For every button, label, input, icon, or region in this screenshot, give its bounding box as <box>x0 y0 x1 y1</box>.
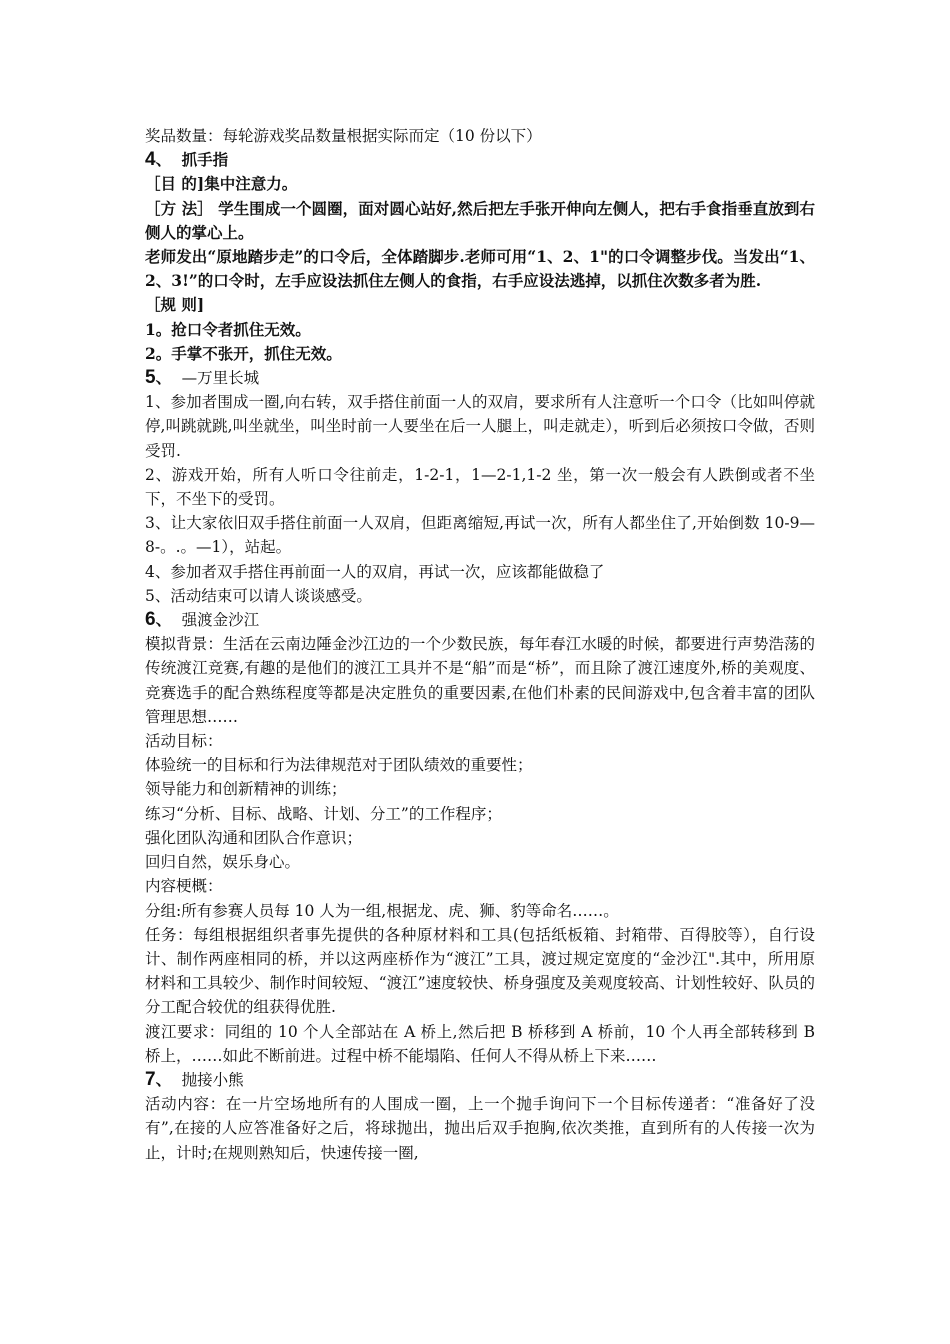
step-paragraph: 2、游戏开始，所有人听口令往前走，1-2-1，1—2-1,1-2 坐，第一次一般会有人跌倒或者不坐下，不坐下的受罚。 <box>145 465 815 509</box>
activity-content-paragraph: 活动内容：在一片空场地所有的人围成一圈，上一个抛手询问下一个目标传递者：“准备好了没有”,在接的人应答准备好之后，将球抛出，抛出后双手抱胸,依次类推，直到所有的人传接一次为止，计时;在规则熟知后，快速传接一圈, <box>145 1095 815 1162</box>
section-number: 5 <box>145 367 156 389</box>
section-number: 4 <box>145 149 156 171</box>
step-paragraph: 3、让大家依旧双手搭住前面一人双肩，但距离缩短,再试一次，所有人都坐住了,开始倒数 10-9—8-。.。—1），站起。 <box>145 514 815 557</box>
goal-line: ［目 的]集中注意力。 <box>145 174 298 194</box>
section-separator: 、 <box>155 368 172 388</box>
section-separator: 、 <box>155 610 172 630</box>
grouping-line: 分组:所有参赛人员每 10 人为一组,根据龙、虎、狮、豹等命名……。 <box>145 901 619 920</box>
section-number: 7 <box>145 1068 156 1090</box>
goals-heading: 活动目标： <box>145 732 223 751</box>
document-page <box>145 124 815 1165</box>
method-paragraph: ［方 法］ 学生围成一个圆圈，面对圆心站好,然后把左手张开伸向左侧人，把右手食指垂直放到右侧人的掌心上。 <box>145 198 815 242</box>
section-7-heading <box>145 1068 815 1092</box>
step-paragraph: 5、活动结束可以请人谈谈感受。 <box>145 586 372 605</box>
prize-count-line: 奖品数量：每轮游戏奖品数量根据实际而定（10 份以下） <box>145 127 542 145</box>
section-title: 抛接小熊 <box>181 1070 244 1089</box>
section-6-heading <box>145 608 815 632</box>
rule-item: 2。手掌不张开，抓住无效。 <box>145 343 342 363</box>
rule-item: 1。抢口令者抓住无效。 <box>145 319 311 339</box>
goal-item: 强化团队沟通和团队合作意识； <box>145 828 363 847</box>
goal-item: 回归自然，娱乐身心。 <box>145 853 301 872</box>
goal-item: 领导能力和创新精神的训练； <box>145 780 347 799</box>
step-paragraph: 1、参加者围成一圈,向右转，双手搭住前面一人的双肩，要求所有人注意听一个口令（比如叫停就停,叫跳就跳,叫坐就坐，叫坐时前一人要坐在后一人腿上，叫走就走），听到后必须按口令做，否则受罚. <box>145 393 815 460</box>
rules-heading: ［规 则] <box>145 295 205 315</box>
content-heading: 内容梗概： <box>145 877 223 896</box>
task-paragraph: 任务：每组根据组织者事先提供的各种原材料和工具(包括纸板箱、封箱带、百得胶等），自行设计、制作两座相同的桥，并以这两座桥作为“渡江”工具，渡过规定宽度的“金沙江".其中，所用原材料和工具较少、制作时间较短、“渡江”速度较快、桥身强度及美观度较高、计划性较好、队员的分工配合较优的组获得优胜. <box>145 925 815 1017</box>
goal-item: 练习“分析、目标、战略、计划、分工”的工作程序； <box>145 804 502 823</box>
section-5-heading <box>145 366 815 390</box>
section-4-heading <box>145 148 815 172</box>
method-paragraph-2: 老师发出“原地踏步走”的口令后，全体踏脚步.老师可用“1、2、1"的口令调整步伐。当发出“1、2、3!”的口令时，左手应设法抓住左侧人的食指，右手应设法逃掉，以抓住次数多者为胜. <box>145 247 815 291</box>
background-paragraph: 模拟背景：生活在云南边陲金沙江边的一个少数民族，每年春江水暖的时候，都要进行声势浩荡的传统渡江竞赛,有趣的是他们的渡江工具并不是“船”而是“桥”，而且除了渡江速度外,桥的美观度、竞赛选手的配合熟练程度等都是决定胜负的重要因素,在他们朴素的民间游戏中,包含着丰富的团队管理思想…… <box>145 635 815 726</box>
section-title: 强渡金沙江 <box>181 611 260 630</box>
crossing-paragraph: 渡江要求：同组的 10 个人全部站在 A 桥上,然后把 B 桥移到 A 桥前，10 个人再全部转移到 B 桥上，……如此不断前进。过程中桥不能塌陷、任何人不得从桥上下来…… <box>145 1022 815 1065</box>
goal-item: 体验统一的目标和行为法律规范对于团队绩效的重要性； <box>145 756 533 775</box>
step-paragraph: 4、参加者双手搭住再前面一人的双肩，再试一次，应该都能做稳了 <box>145 562 605 581</box>
section-separator: 、 <box>155 150 172 170</box>
section-title: —万里长城 <box>181 369 260 388</box>
section-title: 抓手指 <box>181 150 229 170</box>
section-separator: 、 <box>155 1069 172 1089</box>
section-number: 6 <box>145 609 156 631</box>
